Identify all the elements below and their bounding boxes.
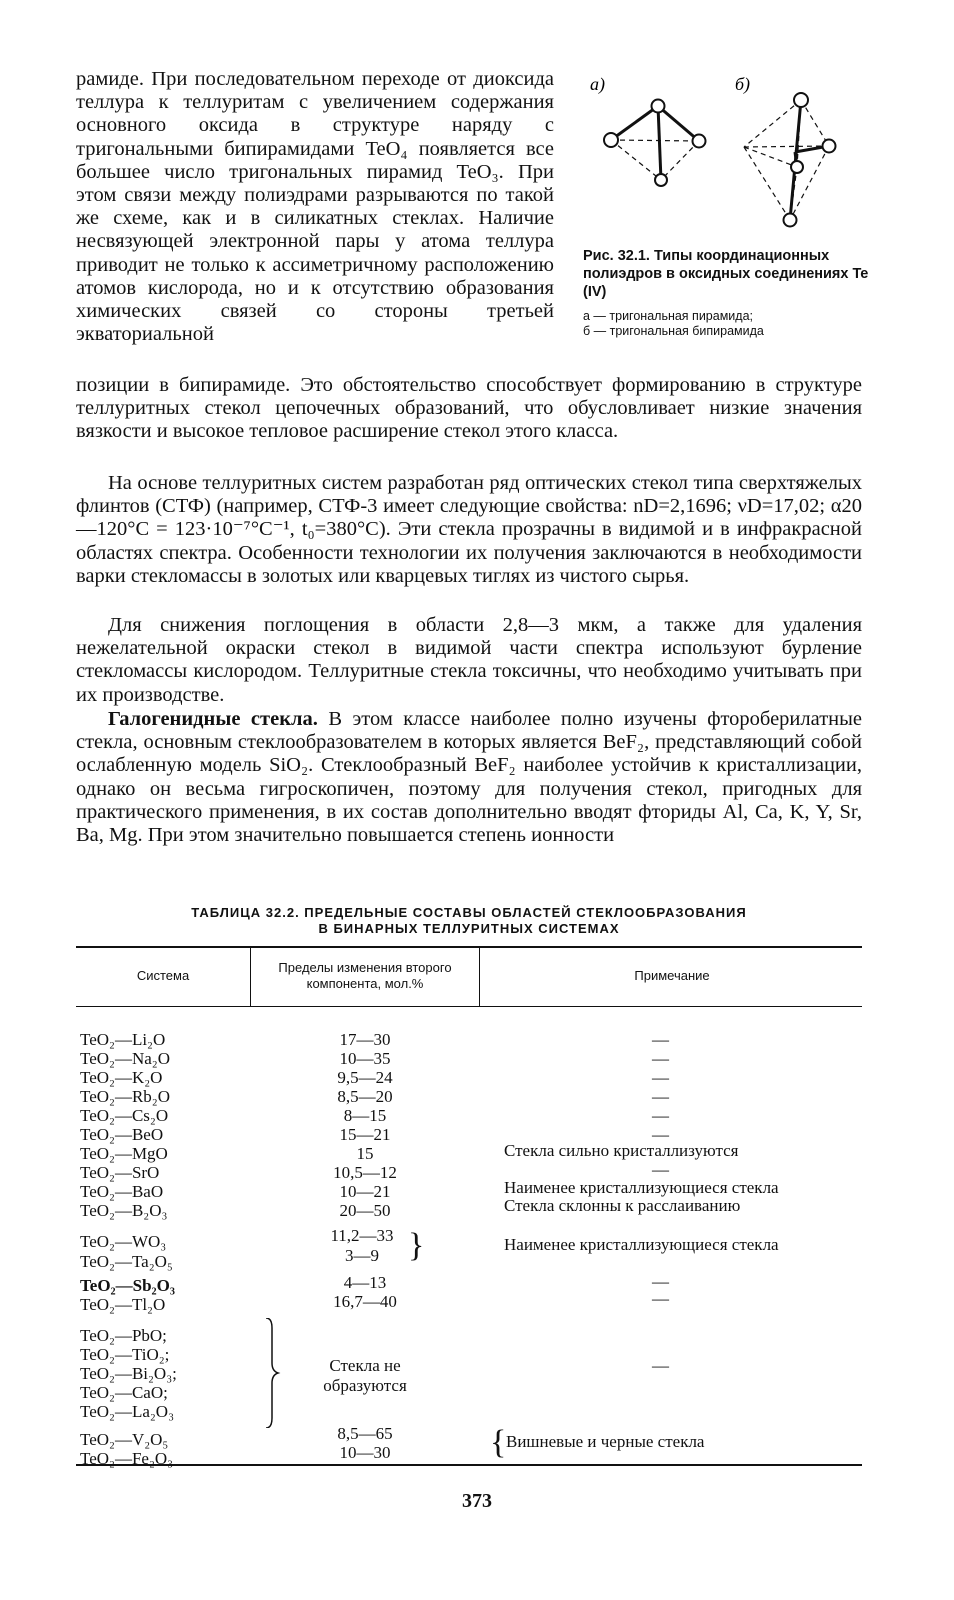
- table-row-range: 9,5—24: [337, 1068, 393, 1087]
- table-row-range: 8,5—20: [337, 1087, 393, 1106]
- table-row-system: TeO₂—CaO;: [80, 1383, 168, 1402]
- paragraph-3: Для снижения поглощения в области 2,8—3 мкм, а также для удаления нежелательной окраски стекол в видимой части спектра используют бурление стекломассы кислородом. Теллуритные стекла токсичны, что необходимо учитывать при их производстве.: [76, 614, 862, 706]
- trigonal-bipyramid: [744, 93, 836, 227]
- table-row-system: TeO₂—Sb₂O₃: [80, 1276, 175, 1295]
- paragraph-2: На основе теллуритных систем разработан ряд оптических стекол типа сверхтяжелых флинтов (СТФ) (например, СТФ-3 имеет следующие свойства: nD=2,1696; νD=17,02; α20—120°C = 123·10⁻⁷°C⁻¹, t₀=380°C). Эти стекла прозрачны в видимой и в инфракрасной областях спектра. Особенности технологии их получения заключаются в необходимости варки стекломассы в золотых или кварцевых тиглях из чистого сырья.: [76, 472, 862, 587]
- table-row-system: TeO₂—Li₂O: [80, 1030, 166, 1049]
- table-row-system: TeO₂—MgO: [80, 1144, 168, 1163]
- table-row-range: 3—9: [345, 1246, 379, 1265]
- paragraph-4: [76, 708, 862, 847]
- paragraph-4-body: В этом классе наиболее полно изучены фтороберилатные стекла, основным стеклообразователем в которых является BeF₂, представляющий собой ослабленную модель SiO₂. Стеклообразный BeF₂ наиболее устойчив к кристаллизации, однако он весьма гигроскопичен, поэтому для получения стекол, пригодных для практического применения, в их состав дополнительно вводят фториды Al, Ca, K, Y, Sr, Ba, Mg. При этом значительно повышается степень ионности: [76, 708, 862, 847]
- table-row-note: Вишневые и черные стекла: [506, 1432, 705, 1451]
- group-range-line-2: образуются: [323, 1376, 407, 1395]
- table-title-line-2: В БИНАРНЫХ ТЕЛЛУРИТНЫХ СИСТЕМАХ: [318, 921, 620, 936]
- table-row-note: —: [652, 1289, 669, 1308]
- brace-right: }: [408, 1227, 425, 1264]
- header-range: Пределы изменения второго компонента, мол.%: [278, 960, 452, 991]
- table-row-range: 20—50: [339, 1201, 391, 1220]
- table-row-note: —: [652, 1049, 669, 1068]
- table-row-system: TeO₂—Tl₂O: [80, 1295, 166, 1314]
- table-row-note: Стекла склонны к расслаиванию: [504, 1196, 741, 1215]
- table-row-note: —: [652, 1068, 669, 1087]
- table-row-note: —: [652, 1272, 669, 1291]
- table-row-system: TeO₂—BaO: [80, 1182, 164, 1201]
- table-row-system: TeO₂—Bi₂O₃;: [80, 1364, 177, 1383]
- table-row-system: TeO₂—Rb₂O: [80, 1087, 170, 1106]
- table-top-rule: [76, 946, 862, 948]
- coordination-polyhedra-figure: [585, 70, 855, 240]
- figure-legend: [583, 309, 883, 339]
- table-col-divider-2: [479, 946, 480, 1006]
- table-row-range: 15: [356, 1144, 374, 1163]
- table-row-range: 16,7—40: [333, 1292, 397, 1311]
- table-row-system: TeO₂—K₂O: [80, 1068, 163, 1087]
- table-row-range: 17—30: [339, 1030, 391, 1049]
- table-row-note: —: [652, 1087, 669, 1106]
- table-row-system: TeO₂—V₂O₅: [80, 1430, 169, 1449]
- table-title-line-1: ТАБЛИЦА 32.2. ПРЕДЕЛЬНЫЕ СОСТАВЫ ОБЛАСТЕЙ СТЕКЛООБРАЗОВАНИЯ: [191, 905, 747, 920]
- table-row-system: TeO₂—PbO;: [80, 1326, 167, 1345]
- figure-title: Рис. 32.1. Типы координационных полиэдров в оксидных соединениях Te (IV): [583, 248, 869, 300]
- header-note: Примечание: [634, 968, 710, 983]
- table-row-range: 15—21: [339, 1125, 391, 1144]
- table-row-range: 10,5—12: [333, 1163, 397, 1182]
- figure-label-b: б): [735, 74, 751, 94]
- table-row-note: —: [652, 1125, 669, 1144]
- table-row-system: TeO₂—Ta₂O₅: [80, 1252, 173, 1271]
- paragraph-1-continued: позиции в бипирамиде. Это обстоятельство способствует формированию в структуре теллуритных стекол цепочечных образований, что обусловливает низкие значения вязкости и высокое тепловое расширение стекол этого класса.: [76, 374, 862, 443]
- table-col-divider-1: [250, 946, 251, 1006]
- table-row-system: TeO₂—WO₃: [80, 1232, 167, 1251]
- figure-legend-b: б — тригональная бипирамида: [583, 324, 764, 338]
- group-range-line-1: Стекла не: [329, 1356, 401, 1375]
- table-row-note: Наименее кристаллизующиеся стекла: [504, 1178, 779, 1197]
- section-lead: Галогенидные стекла.: [108, 708, 318, 730]
- figure-caption: [583, 247, 883, 339]
- table-row-range: 10—30: [339, 1443, 391, 1462]
- table-row-range: 10—35: [339, 1049, 391, 1068]
- table-row-system: TeO₂—Fe₂O₃: [80, 1449, 174, 1468]
- page-number: 373: [462, 1490, 492, 1512]
- brace-left: {: [490, 1424, 507, 1461]
- table-title: [76, 905, 862, 937]
- table-row-system: TeO₂—TiO₂;: [80, 1345, 170, 1364]
- table-row-note: Стекла сильно кристаллизуются: [504, 1141, 739, 1160]
- table-header-rule: [76, 1006, 862, 1007]
- table-row-note: —: [652, 1106, 669, 1125]
- table-row-note: Наименее кристаллизующиеся стекла: [504, 1235, 779, 1254]
- trigonal-pyramid: [604, 100, 706, 187]
- paragraph-1-top: рамиде. При последовательном переходе от диоксида теллура к теллуритам с увеличением содержания основного оксида в структуре наряду с тригональными бипирамидами TeO₄ появляется все большее число тригональных пирамид TeO₃. При этом связи между полиэдрами разрываются по такой же схеме, как и в силикатных стеклах. Наличие несвязующей электронной пары у атома теллура приводит не только к ассиметричному расположению атомов кислорода, но и к отсутствию образования химических связей со стороны третьей экваториальной: [76, 68, 554, 346]
- group-note: —: [652, 1356, 669, 1375]
- table-row-system: TeO₂—B₂O₃: [80, 1201, 168, 1220]
- table-row-range: 4—13: [343, 1273, 387, 1292]
- table-row-range: 11,2—33: [330, 1226, 394, 1245]
- glass-formation-table: [76, 946, 862, 1466]
- figure-label-a: а): [590, 74, 605, 94]
- figure-legend-a: а — тригональная пирамида;: [583, 309, 754, 323]
- table-row-system: TeO₂—Na₂O: [80, 1049, 170, 1068]
- table-bottom-rule: [76, 1464, 862, 1466]
- table-row-note: —: [652, 1030, 669, 1049]
- table-row-system: TeO₂—SrO: [80, 1163, 160, 1182]
- table-row-system: TeO₂—BeO: [80, 1125, 164, 1144]
- table-row-system: TeO₂—La₂O₃: [80, 1402, 175, 1421]
- table-row-range: 8,5—65: [337, 1424, 393, 1443]
- header-system: Система: [136, 968, 190, 983]
- table-row-range: 10—21: [339, 1182, 391, 1201]
- table-row-note: —: [652, 1160, 669, 1179]
- table-row-system: TeO₂—Cs₂O: [80, 1106, 169, 1125]
- table-row-range: 8—15: [343, 1106, 387, 1125]
